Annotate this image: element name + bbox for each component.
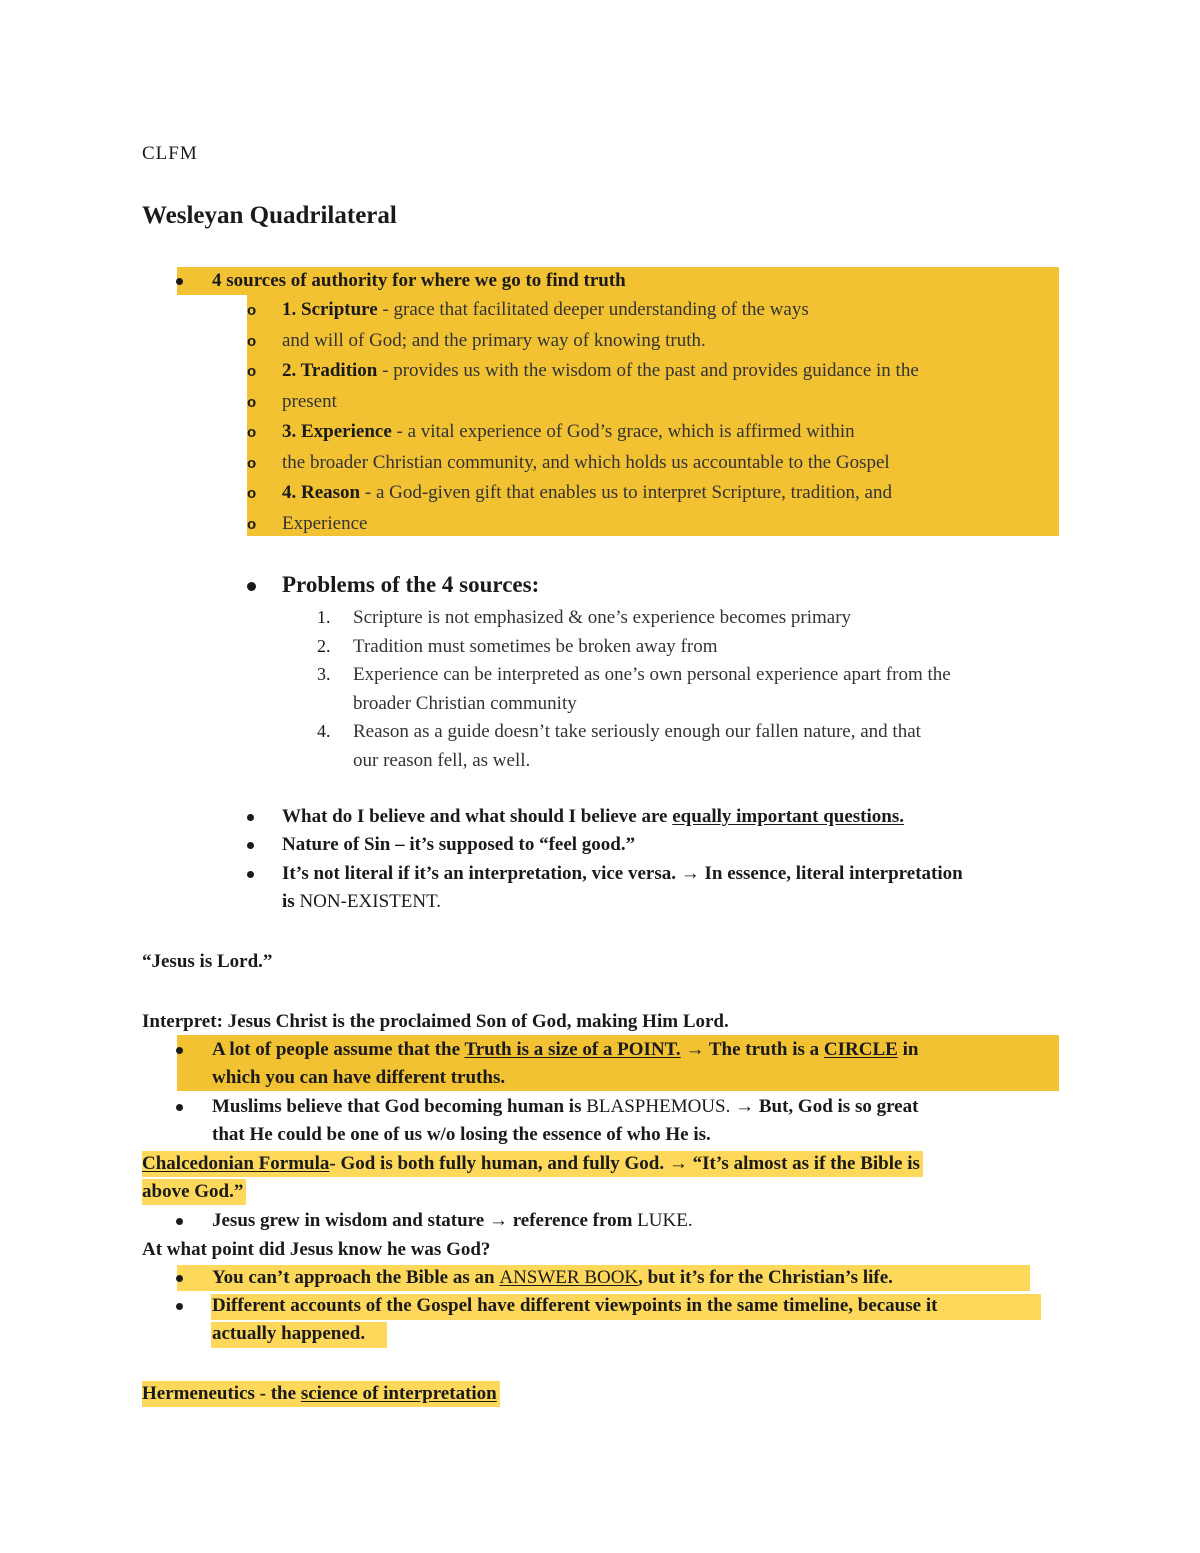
- note-literal-line1: It’s not literal if it’s an interpretation, vice versa. → In essence, literal interpretation: [282, 863, 963, 884]
- sources-heading: 4 sources of authority for where we go to find truth: [212, 270, 626, 291]
- muslims-line1: [212, 1096, 918, 1118]
- problem-number: 3.: [317, 664, 331, 684]
- problem-text: Scripture is not emphasized & one’s experience becomes primary: [353, 607, 852, 628]
- source-description: Experience: [282, 513, 368, 534]
- problem-text: Experience can be interpreted as one’s own personal experience apart from the: [353, 664, 951, 685]
- bullet-dot: [247, 842, 254, 849]
- bullet-dot: [176, 278, 183, 285]
- source-name: 1. Scripture: [282, 299, 378, 320]
- note-literal-is: is: [282, 891, 300, 912]
- gospel-line1: Different accounts of the Gospel have different viewpoints in the same timeline, because it: [212, 1295, 938, 1316]
- source-name: 4. Reason: [282, 482, 361, 503]
- problem-text: broader Christian community: [353, 693, 577, 714]
- source-name: 2. Tradition: [282, 360, 378, 381]
- answer-book-underlined: ANSWER BOOK: [499, 1267, 639, 1288]
- answer-book-post: , but it’s for the Christian’s life.: [638, 1267, 893, 1288]
- sub-bullet-icon: o: [247, 302, 257, 319]
- bullet-dot: [247, 814, 254, 821]
- interpret-line: Interpret: Jesus Christ is the proclaimed Son of God, making Him Lord.: [142, 1011, 729, 1032]
- source-description: - grace that facilitated deeper understanding of the ways: [377, 299, 809, 320]
- chalcedonian-line2: [142, 1181, 246, 1203]
- source-description: - provides us with the wisdom of the past and provides guidance in the: [377, 360, 919, 381]
- chalcedonian-rest: - God is both fully human, and fully God. → “It’s almost as if the Bible is: [329, 1153, 920, 1174]
- source-description: the broader Christian community, and which holds us accountable to the Gospel: [282, 452, 890, 473]
- source-description: present: [282, 391, 337, 412]
- note-literal-line2: [282, 891, 441, 913]
- sub-bullet-icon: o: [247, 333, 257, 350]
- source-line: [282, 482, 892, 504]
- source-line: [282, 452, 890, 474]
- note-believe: [282, 806, 904, 828]
- source-description: and will of God; and the primary way of knowing truth.: [282, 330, 706, 351]
- luke-line: [212, 1210, 693, 1232]
- chalcedonian-line2-text: above God.”: [142, 1179, 246, 1205]
- truth-post: in: [897, 1039, 919, 1060]
- sub-bullet-icon: o: [247, 424, 257, 441]
- truth-circle-underlined: CIRCLE: [823, 1039, 898, 1060]
- source-line: [282, 299, 809, 321]
- truth-line1: [212, 1039, 918, 1061]
- problem-text: Tradition must sometimes be broken away from: [353, 636, 718, 657]
- bullet-dot: [176, 1218, 183, 1225]
- problem-number: 4.: [317, 721, 331, 741]
- sub-bullet-icon: o: [247, 485, 257, 502]
- chalcedonian-highlight: [142, 1151, 923, 1177]
- hermeneutics-underlined: science of interpretation: [300, 1383, 497, 1404]
- note-nature-of-sin: Nature of Sin – it’s supposed to “feel good.”: [282, 834, 636, 855]
- hermeneutics-line: [142, 1383, 500, 1405]
- bullet-dot: [176, 1275, 183, 1282]
- source-line: [282, 360, 919, 382]
- gospel-line2: actually happened.: [212, 1323, 366, 1344]
- problem-text: our reason fell, as well.: [353, 750, 531, 771]
- question-line: At what point did Jesus know he was God?: [142, 1239, 491, 1260]
- muslims-post: → But, God is so great: [730, 1096, 919, 1117]
- document-header-label: CLFM: [142, 143, 198, 164]
- muslims-caps: BLASPHEMOUS.: [586, 1096, 731, 1117]
- truth-point-underlined: Truth is a size of a POINT.: [464, 1039, 681, 1060]
- problem-number: 1.: [317, 607, 331, 627]
- quote-jesus-is-lord: “Jesus is Lord.”: [142, 951, 273, 972]
- luke-pre: Jesus grew in wisdom and stature → reference from: [212, 1210, 638, 1231]
- sub-bullet-icon: o: [247, 394, 257, 411]
- muslims-line2: that He could be one of us w/o losing the essence of who He is.: [212, 1124, 711, 1145]
- bullet-dot: [176, 1047, 183, 1054]
- hermeneutics-pre: Hermeneutics - the: [142, 1383, 301, 1404]
- problems-heading: Problems of the 4 sources:: [282, 572, 540, 597]
- truth-pre: A lot of people assume that the: [212, 1039, 465, 1060]
- note-believe-underlined: equally important questions.: [672, 806, 904, 827]
- sub-bullet-icon: o: [247, 363, 257, 380]
- bullet-dot: [247, 582, 256, 591]
- sub-bullet-icon: o: [247, 455, 257, 472]
- bullet-dot: [176, 1303, 183, 1310]
- bullet-dot: [176, 1104, 183, 1111]
- source-line: [282, 421, 855, 443]
- note-literal-caps: NON-EXISTENT.: [299, 891, 442, 912]
- bullet-dot: [247, 871, 254, 878]
- problem-number: 2.: [317, 636, 331, 656]
- page-title: Wesleyan Quadrilateral: [142, 202, 397, 229]
- truth-mid: → The truth is a: [680, 1039, 824, 1060]
- chalcedonian-line1: [142, 1153, 923, 1175]
- chalcedonian-term: Chalcedonian Formula: [142, 1153, 330, 1174]
- source-description: - a God-given gift that enables us to interpret Scripture, tradition, and: [360, 482, 892, 503]
- hermeneutics-highlight: [142, 1381, 500, 1407]
- muslims-pre: Muslims believe that God becoming human is: [212, 1096, 587, 1117]
- source-description: - a vital experience of God’s grace, which is affirmed within: [391, 421, 855, 442]
- source-name: 3. Experience: [282, 421, 392, 442]
- source-line: [282, 330, 706, 352]
- sub-bullet-icon: o: [247, 516, 257, 533]
- source-line: [282, 513, 367, 535]
- answer-book-line: [212, 1267, 893, 1289]
- note-believe-text: What do I believe and what should I believe are: [282, 806, 673, 827]
- answer-book-pre: You can’t approach the Bible as an: [212, 1267, 500, 1288]
- source-line: [282, 391, 337, 413]
- truth-line2: which you can have different truths.: [212, 1067, 506, 1088]
- luke-caps: LUKE.: [637, 1210, 693, 1231]
- problem-text: Reason as a guide doesn’t take seriously enough our fallen nature, and that: [353, 721, 921, 742]
